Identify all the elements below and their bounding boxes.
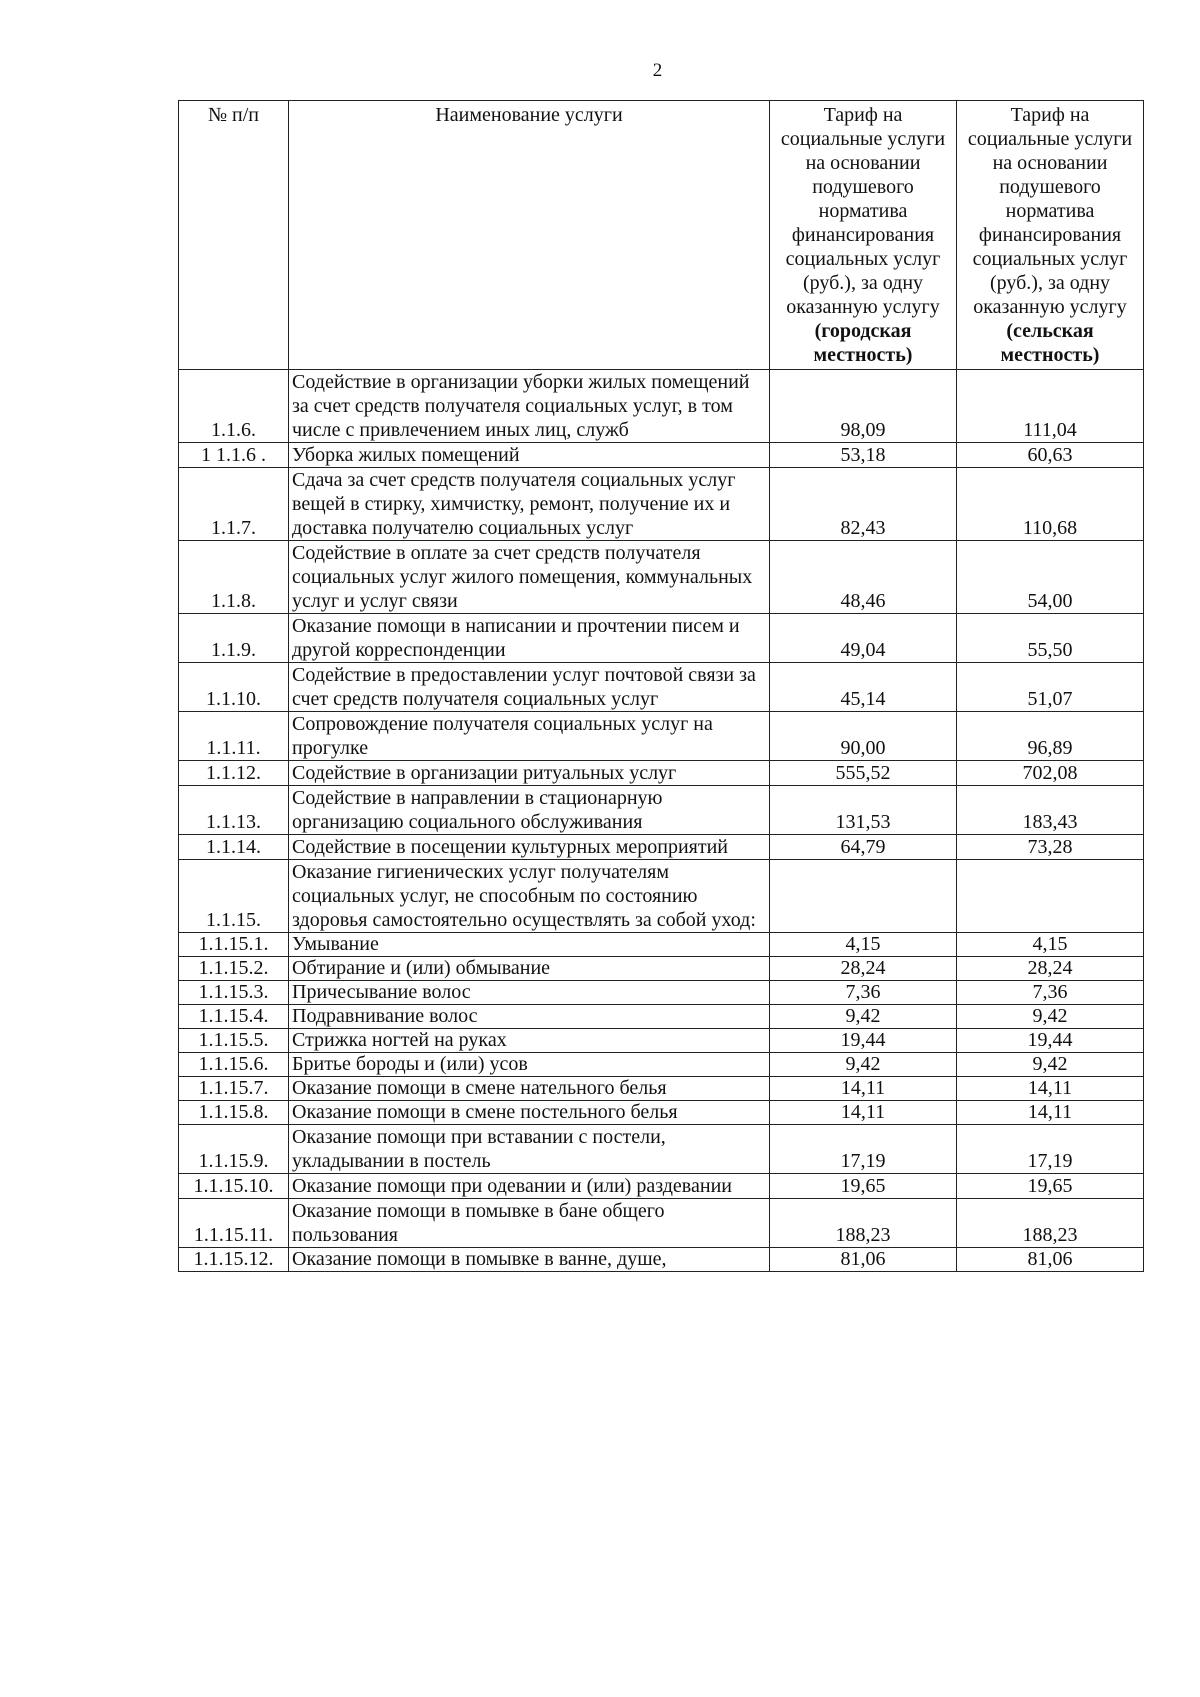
row-rural-tariff [957,860,1144,933]
row-number: 1.1.15.12. [179,1248,289,1272]
row-service-name: Содействие в организации уборки жилых помещений за счет средств получателя социальных услуг, в том числе с привлечением иных лиц, служб [289,370,770,443]
row-service-name: Оказание помощи в написании и прочтении писем и другой корреспонденции [289,614,770,663]
table-row [179,761,1144,786]
table-row [179,1125,1144,1174]
table-row [179,614,1144,663]
row-number: 1.1.15.10. [179,1174,289,1199]
row-number: 1.1.15.2. [179,957,289,981]
row-service-name: Оказание помощи в помывке в бане общего пользования [289,1199,770,1248]
row-urban-tariff: 82,43 [770,468,957,541]
table-row [179,1053,1144,1077]
row-number: 1.1.15.3. [179,981,289,1005]
row-service-name: Оказание помощи в помывке в ванне, душе, [289,1248,770,1272]
row-number: 1.1.15.5. [179,1029,289,1053]
row-urban-tariff: 48,46 [770,541,957,614]
row-number: 1.1.11. [179,712,289,761]
row-rural-tariff: 19,65 [957,1174,1144,1199]
row-rural-tariff: 96,89 [957,712,1144,761]
table-row [179,860,1144,933]
row-number: 1.1.15. [179,860,289,933]
row-urban-tariff: 17,19 [770,1125,957,1174]
row-rural-tariff: 14,11 [957,1077,1144,1101]
row-urban-tariff: 9,42 [770,1005,957,1029]
header-rural-area: (сельская местность) [1000,320,1100,366]
row-rural-tariff: 17,19 [957,1125,1144,1174]
row-number: 1.1.12. [179,761,289,786]
row-service-name: Оказание гигиенических услуг получателям социальных услуг, не способным по состоянию здоровья самостоятельно осуществлять за собой уход: [289,860,770,933]
row-number: 1.1.15.7. [179,1077,289,1101]
header-row [179,101,1144,370]
row-urban-tariff: 4,15 [770,933,957,957]
row-service-name: Оказание помощи при одевании и (или) раздевании [289,1174,770,1199]
row-service-name: Стрижка ногтей на руках [289,1029,770,1053]
row-service-name: Подравнивание волос [289,1005,770,1029]
row-rural-tariff: 188,23 [957,1199,1144,1248]
row-rural-tariff: 9,42 [957,1005,1144,1029]
row-number: 1.1.15.11. [179,1199,289,1248]
header-name: Наименование услуги [289,101,770,370]
row-urban-tariff: 53,18 [770,443,957,468]
row-service-name: Содействие в организации ритуальных услуг [289,761,770,786]
row-rural-tariff: 60,63 [957,443,1144,468]
row-rural-tariff: 19,44 [957,1029,1144,1053]
row-urban-tariff: 19,65 [770,1174,957,1199]
row-rural-tariff: 54,00 [957,541,1144,614]
header-urban-area: (городская местность) [813,320,913,366]
row-number: 1.1.15.1. [179,933,289,957]
tariff-table [178,100,1144,1272]
header-number: № п/п [179,101,289,370]
row-number: 1.1.14. [179,835,289,860]
table-row [179,981,1144,1005]
row-rural-tariff: 110,68 [957,468,1144,541]
row-urban-tariff: 188,23 [770,1199,957,1248]
row-number: 1.1.10. [179,663,289,712]
page-number: 2 [652,60,663,81]
row-number: 1.1.15.6. [179,1053,289,1077]
row-urban-tariff: 9,42 [770,1053,957,1077]
row-urban-tariff: 131,53 [770,786,957,835]
table-row [179,1029,1144,1053]
header-rural-text: Тариф на социальные услуги на основании подушевого норматива финансирования социальных услуг (руб.), за одну оказанную услугу [967,104,1133,318]
table-row [179,370,1144,443]
row-rural-tariff: 14,11 [957,1101,1144,1125]
row-number: 1.1.8. [179,541,289,614]
row-number: 1.1.15.9. [179,1125,289,1174]
row-urban-tariff: 98,09 [770,370,957,443]
table-row [179,663,1144,712]
row-number: 1 1.1.6 . [179,443,289,468]
row-urban-tariff: 64,79 [770,835,957,860]
row-urban-tariff: 90,00 [770,712,957,761]
row-rural-tariff: 9,42 [957,1053,1144,1077]
row-service-name: Оказание помощи в смене нательного белья [289,1077,770,1101]
row-service-name: Причесывание волос [289,981,770,1005]
row-service-name: Содействие в направлении в стационарную организацию социального обслуживания [289,786,770,835]
row-service-name: Содействие в посещении культурных мероприятий [289,835,770,860]
table-row [179,443,1144,468]
row-urban-tariff: 555,52 [770,761,957,786]
row-service-name: Содействие в предоставлении услуг почтовой связи за счет средств получателя социальных услуг [289,663,770,712]
row-number: 1.1.6. [179,370,289,443]
row-service-name: Содействие в оплате за счет средств получателя социальных услуг жилого помещения, коммунальных услуг и услуг связи [289,541,770,614]
row-rural-tariff: 73,28 [957,835,1144,860]
header-rural-tariff [957,101,1144,370]
row-service-name: Сопровождение получателя социальных услуг на прогулке [289,712,770,761]
row-urban-tariff: 81,06 [770,1248,957,1272]
row-urban-tariff: 7,36 [770,981,957,1005]
row-rural-tariff: 28,24 [957,957,1144,981]
row-number: 1.1.9. [179,614,289,663]
table-row [179,957,1144,981]
row-rural-tariff: 702,08 [957,761,1144,786]
row-number: 1.1.13. [179,786,289,835]
table-row [179,835,1144,860]
table-row [179,468,1144,541]
table-row [179,541,1144,614]
row-urban-tariff: 14,11 [770,1077,957,1101]
row-urban-tariff: 14,11 [770,1101,957,1125]
row-number: 1.1.15.4. [179,1005,289,1029]
table-row [179,1005,1144,1029]
row-rural-tariff: 183,43 [957,786,1144,835]
row-rural-tariff: 81,06 [957,1248,1144,1272]
row-urban-tariff: 49,04 [770,614,957,663]
row-number: 1.1.15.8. [179,1101,289,1125]
header-urban-text: Тариф на социальные услуги на основании подушевого норматива финансирования социальных услуг (руб.), за одну оказанную услугу [780,104,946,318]
row-urban-tariff [770,860,957,933]
row-service-name: Бритье бороды и (или) усов [289,1053,770,1077]
row-rural-tariff: 4,15 [957,933,1144,957]
row-rural-tariff: 111,04 [957,370,1144,443]
row-rural-tariff: 7,36 [957,981,1144,1005]
table-row [179,1248,1144,1272]
row-service-name: Сдача за счет средств получателя социальных услуг вещей в стирку, химчистку, ремонт, получение их и доставка получателю социальных услуг [289,468,770,541]
row-service-name: Оказание помощи при вставании с постели, укладывании в постель [289,1125,770,1174]
row-number: 1.1.7. [179,468,289,541]
row-urban-tariff: 19,44 [770,1029,957,1053]
row-rural-tariff: 51,07 [957,663,1144,712]
row-service-name: Оказание помощи в смене постельного белья [289,1101,770,1125]
table-row [179,786,1144,835]
header-urban-tariff [770,101,957,370]
table-row [179,712,1144,761]
row-urban-tariff: 45,14 [770,663,957,712]
row-service-name: Умывание [289,933,770,957]
table-row [179,1174,1144,1199]
row-service-name: Обтирание и (или) обмывание [289,957,770,981]
table-row [179,1077,1144,1101]
table-row [179,1199,1144,1248]
row-urban-tariff: 28,24 [770,957,957,981]
table-row [179,1101,1144,1125]
table-row [179,933,1144,957]
row-service-name: Уборка жилых помещений [289,443,770,468]
row-rural-tariff: 55,50 [957,614,1144,663]
